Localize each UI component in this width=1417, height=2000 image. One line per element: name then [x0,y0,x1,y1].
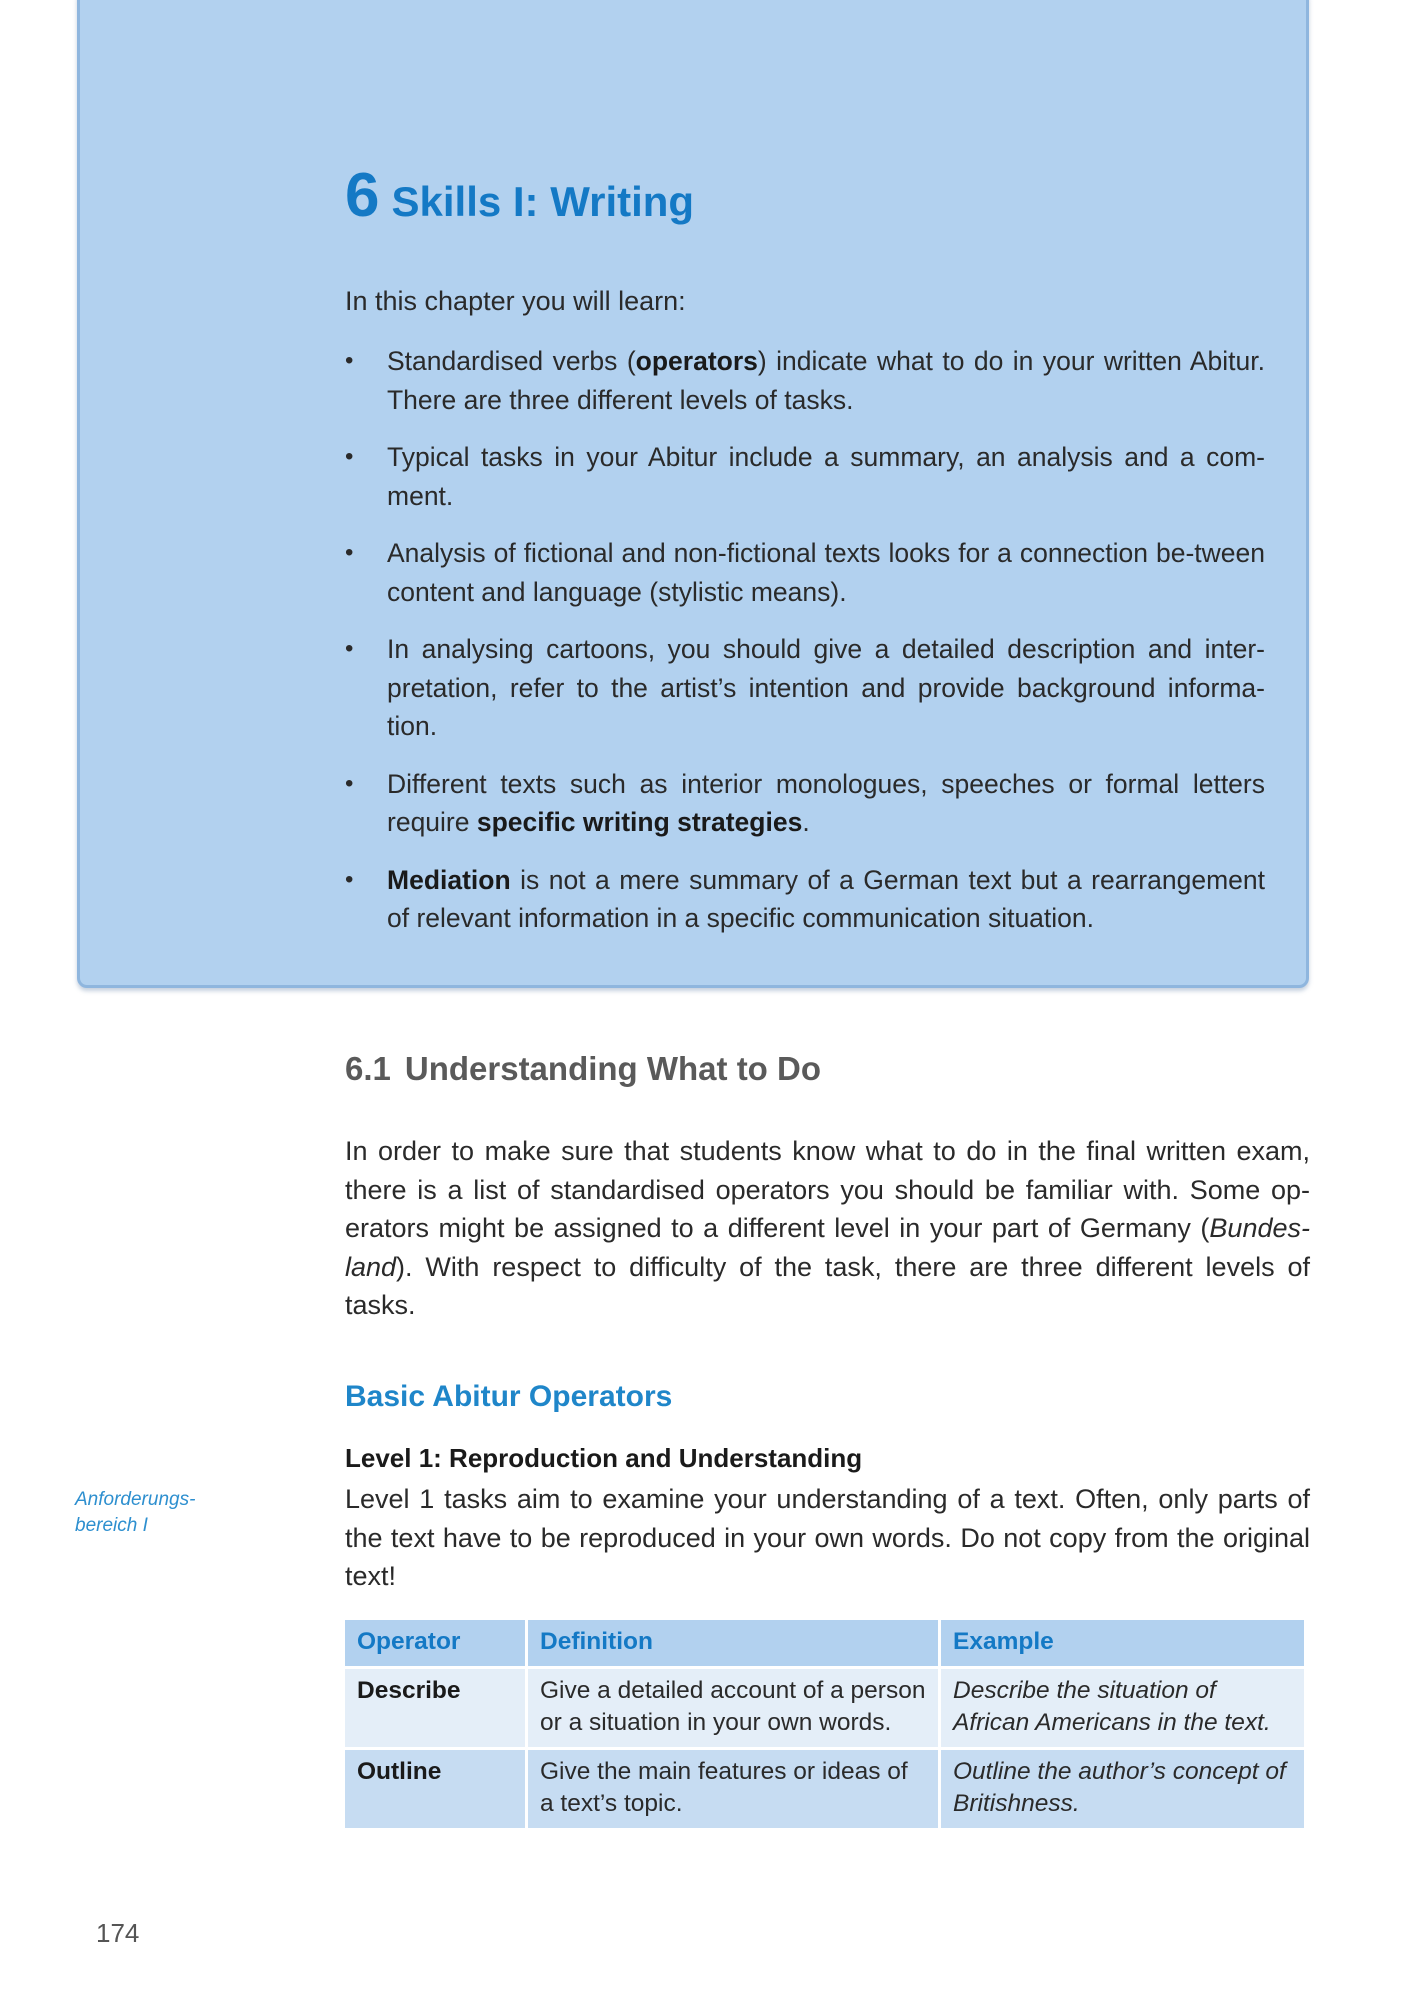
page-number: 174 [96,1918,140,1948]
bullet-icon: • [345,443,354,470]
margin-note: Anforderungs-bereich I [75,1489,196,1536]
bullet-icon: • [345,769,354,797]
operators-table [342,1617,1307,1831]
definition-cell: Give the main features or ideas of a text’s topic. [528,1750,938,1828]
operators-subheading: Basic Abitur Operators [345,1380,673,1413]
column-header-example: Example [941,1620,1304,1666]
learning-goal-item: • In analysing cartoons, you should give a detailed description and inter-pretation, refer to the artist’s intention and provide background informa-tion. [345,630,1265,746]
section-paragraph: In order to make sure that students know what to do in the final written exam, there is a list of standardised operators you should be familiar with. Some op-erators might be assigned to a different level in your part of Germany (Bundes-land). With respect to difficulty of the task, there are three different levels of tasks. [345,1136,1310,1320]
definition-cell: Give a detailed account of a person or a situation in your own words. [528,1669,938,1747]
column-header-operator: Operator [345,1620,525,1666]
bullet-icon: • [345,635,354,662]
chapter-number: 6 [345,161,380,230]
level-description: Level 1 tasks aim to examine your understanding of a text. Often, only parts of the text have to be reproduced in your own words. Do not copy from the original text! [345,1484,1310,1591]
bullet-icon: • [345,539,354,566]
example-cell: Outline the author’s concept of Britishness. [941,1750,1304,1828]
bullet-icon: • [345,347,354,374]
table-row [345,1669,1304,1747]
table-header-row [345,1620,1304,1666]
example-cell: Describe the situation of African Americans in the text. [941,1669,1304,1747]
chapter-title-text: Skills I: Writing [391,178,695,225]
operator-cell: Outline [345,1750,525,1828]
section-title [345,1050,821,1088]
column-header-definition: Definition [528,1620,938,1666]
level-heading: Level 1: Reproduction and Understanding [345,1443,863,1473]
chapter-title [345,160,694,231]
bullet-icon: • [345,865,354,893]
learning-goal-item: • Analysis of fictional and non-fictional texts looks for a connection be-tween content and language (stylistic means). [345,534,1265,611]
chapter-intro: In this chapter you will learn: [345,286,686,316]
learning-goal-item: • Different texts such as interior monologues, speeches or formal letters require specific writing strategies. [345,765,1265,842]
section-number: 6.1 [345,1050,391,1087]
operator-cell: Describe [345,1669,525,1747]
learning-goals-list [345,342,1265,957]
table-row [345,1750,1304,1828]
learning-goal-item: • Standardised verbs (operators) indicate what to do in your written Abitur. There are three different levels of tasks. [345,342,1265,419]
section-title-text: Understanding What to Do [404,1050,822,1087]
learning-goal-item: • Typical tasks in your Abitur include a summary, an analysis and a com-ment. [345,438,1265,515]
learning-goal-item: • Mediation is not a mere summary of a German text but a rearrangement of relevant information in a specific communication situation. [345,861,1265,938]
